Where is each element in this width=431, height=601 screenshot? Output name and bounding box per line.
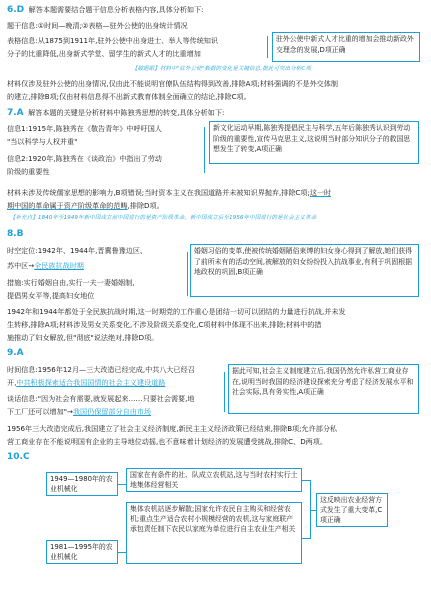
q9-block	[7, 347, 24, 359]
q6-table-line2: 分子的比重降低,出身新式学堂、留学生的新式人才的比重增加	[7, 49, 201, 58]
q8-number: 8.B	[7, 229, 24, 239]
q8-para3: 施推动了妇女解放,但"彻底"说法绝对,排除D项。	[7, 333, 159, 342]
q10-block	[7, 451, 30, 463]
q6-intro: 解答本题需要结合题干信息分析表格内容,具体分析如下:	[28, 5, 204, 14]
q6-para1: 材料仅涉及驻外公使的出身情况,仅由此不能说明官僚队伍结构得到改善,排除A项;材料强调的不是外交体制	[7, 79, 338, 88]
q7-intro: 解答本题的关键是分析材料中陈独秀思想的转变,具体分析如下:	[28, 108, 225, 117]
q10-mid-box-2: 集体农机站逐步解散;国家允许农民自主购买和经营农机;重点生产适合农村小规模经营的农机,这与家庭联产承包责任制下农民以家庭为单位进行自主农业生产相关	[126, 502, 302, 564]
q7-number: 7.A	[7, 108, 24, 118]
q10-left-box-1: 1949—1980年的农业机械化	[46, 472, 118, 496]
q8-measure1: 措施:实行婚姻自由,实行一夫一妻婚姻制,	[7, 278, 135, 287]
q10-conclusion-box: 这反映出农业经营方式发生了重大变革,C项正确	[316, 493, 388, 527]
q10-left-box-2: 1981—1995年的农业机械化	[46, 540, 118, 564]
q6-para2: 的建立,排除B项;仅由材料信息得不出新式教育体制全面确立的结论,排除C项。	[7, 92, 251, 101]
q9-answer-box: 据此可知,社会主义制度建立后,我国仍然允许私营工商业存在,说明当时我国的经济建设探索充分考虑了经济发展水平和社会实际,具有务实性,A项正确	[228, 364, 419, 414]
q7-para1: 材料未涉及传统儒家思想的影响力,B项错误;当时资本主义在我国道路并未被知识界抛弃,排除C项;这一时	[7, 188, 332, 197]
q7-info1b: "当以科学与人权并重"	[7, 137, 78, 146]
q6-block	[7, 4, 427, 16]
q9-speech1: 谈话信息:"因为社会有需要,就发展起来……只要社会需要,地	[7, 394, 195, 403]
q7-info2b: 阶级的重要性	[7, 167, 50, 176]
q6-tip: 【破题眼】材料中"驻外公使"数据的变化是关键信息,据此可突出分析C项	[132, 66, 311, 72]
q8-bg1: 时空定位:1942年、1944年,晋冀鲁豫边区、	[7, 246, 148, 255]
q10-number: 10.C	[7, 452, 30, 462]
q9-speech2: 下工厂还可以增加"→我国仍保留部分自由市场	[7, 407, 151, 416]
q7-para2: 期中国的革命属于资产阶级革命的范畴,排除D项。	[7, 201, 164, 210]
q10-mid-box-1: 国家在有条件的社、队成立农机站,这与当时农村实行土地集体经营相关	[126, 468, 302, 492]
q6-number: 6.D	[7, 5, 25, 15]
q8-para1: 1942年和1944年都处于全民族抗战时期,这一时期党的工作重心是团结一切可以团结的力量进行抗战,并未发	[7, 307, 346, 316]
q7-answer-box: 新文化运动早期,陈独秀提倡民主与科学,五年后陈独秀认识到劳动阶级的重要性,宣传马克思主义,这说明当时部分知识分子的救国思想发生了转变,A项正确	[209, 121, 419, 164]
q6-title-line: 题干信息:①时间—晚清;②表格—驻外公使的出身统计情况	[7, 21, 188, 30]
q7-info2a: 信息2:1920年,陈独秀在《谈政治》中指出了劳动	[7, 154, 162, 163]
q7-tip: 【补充点】1840年至1949年新中国成立前中国进行的是资产阶级革命。新中国成立后至1956年中国进行的是社会主义革命	[10, 215, 317, 221]
q8-bg2: 苏中区→全民族抗战时期	[7, 261, 84, 270]
q6-answer-box: 驻外公使中新式人才比重的增加会推动新政外交理念的发展,D项正确	[272, 32, 420, 62]
q9-time1: 时间信息:1956年12月—三大改造已经完成,中共八大已经召	[7, 365, 195, 374]
q7-info1a: 信息1:1915年,陈独秀在《敬告青年》中呼吁国人	[7, 124, 162, 133]
q9-time2: 开,中共积极探索适合我国国情的社会主义建设道路	[7, 378, 166, 387]
q6-table-line1: 表格信息:从1875到1911年,驻外公使中出身进士、举人等传统知识	[7, 36, 218, 45]
q9-number: 9.A	[7, 348, 24, 358]
q8-block	[7, 228, 24, 240]
q9-para1: 1956年三大改造完成后,我国建立了社会主义经济制度,新民主主义经济政策已经结束,排除B项;允许部分私	[7, 424, 338, 433]
q8-para2: 生转移,排除A项;材料涉及男女关系变化,不涉及阶级关系变化,C项材料中体现不出来,排除;材料中的措	[7, 320, 322, 329]
q8-answer-box: 婚姻习俗的变革,使被传统婚姻陋俗束缚的妇女身心得到了解放,她们获得了前所未有的活动空间,被解放的妇女纷纷投入抗战事业,有利于巩固根据地政权的巩固,B项正确	[190, 244, 419, 297]
q7-block	[7, 107, 224, 119]
q8-measure2: 提倡男女平等,提高妇女地位	[7, 291, 95, 300]
q9-para2: 营工商业存在不能说明国有企业的主导地位动摇,也不意味着计划经济的发展遭受挑战,排除C、D两项。	[7, 437, 327, 446]
